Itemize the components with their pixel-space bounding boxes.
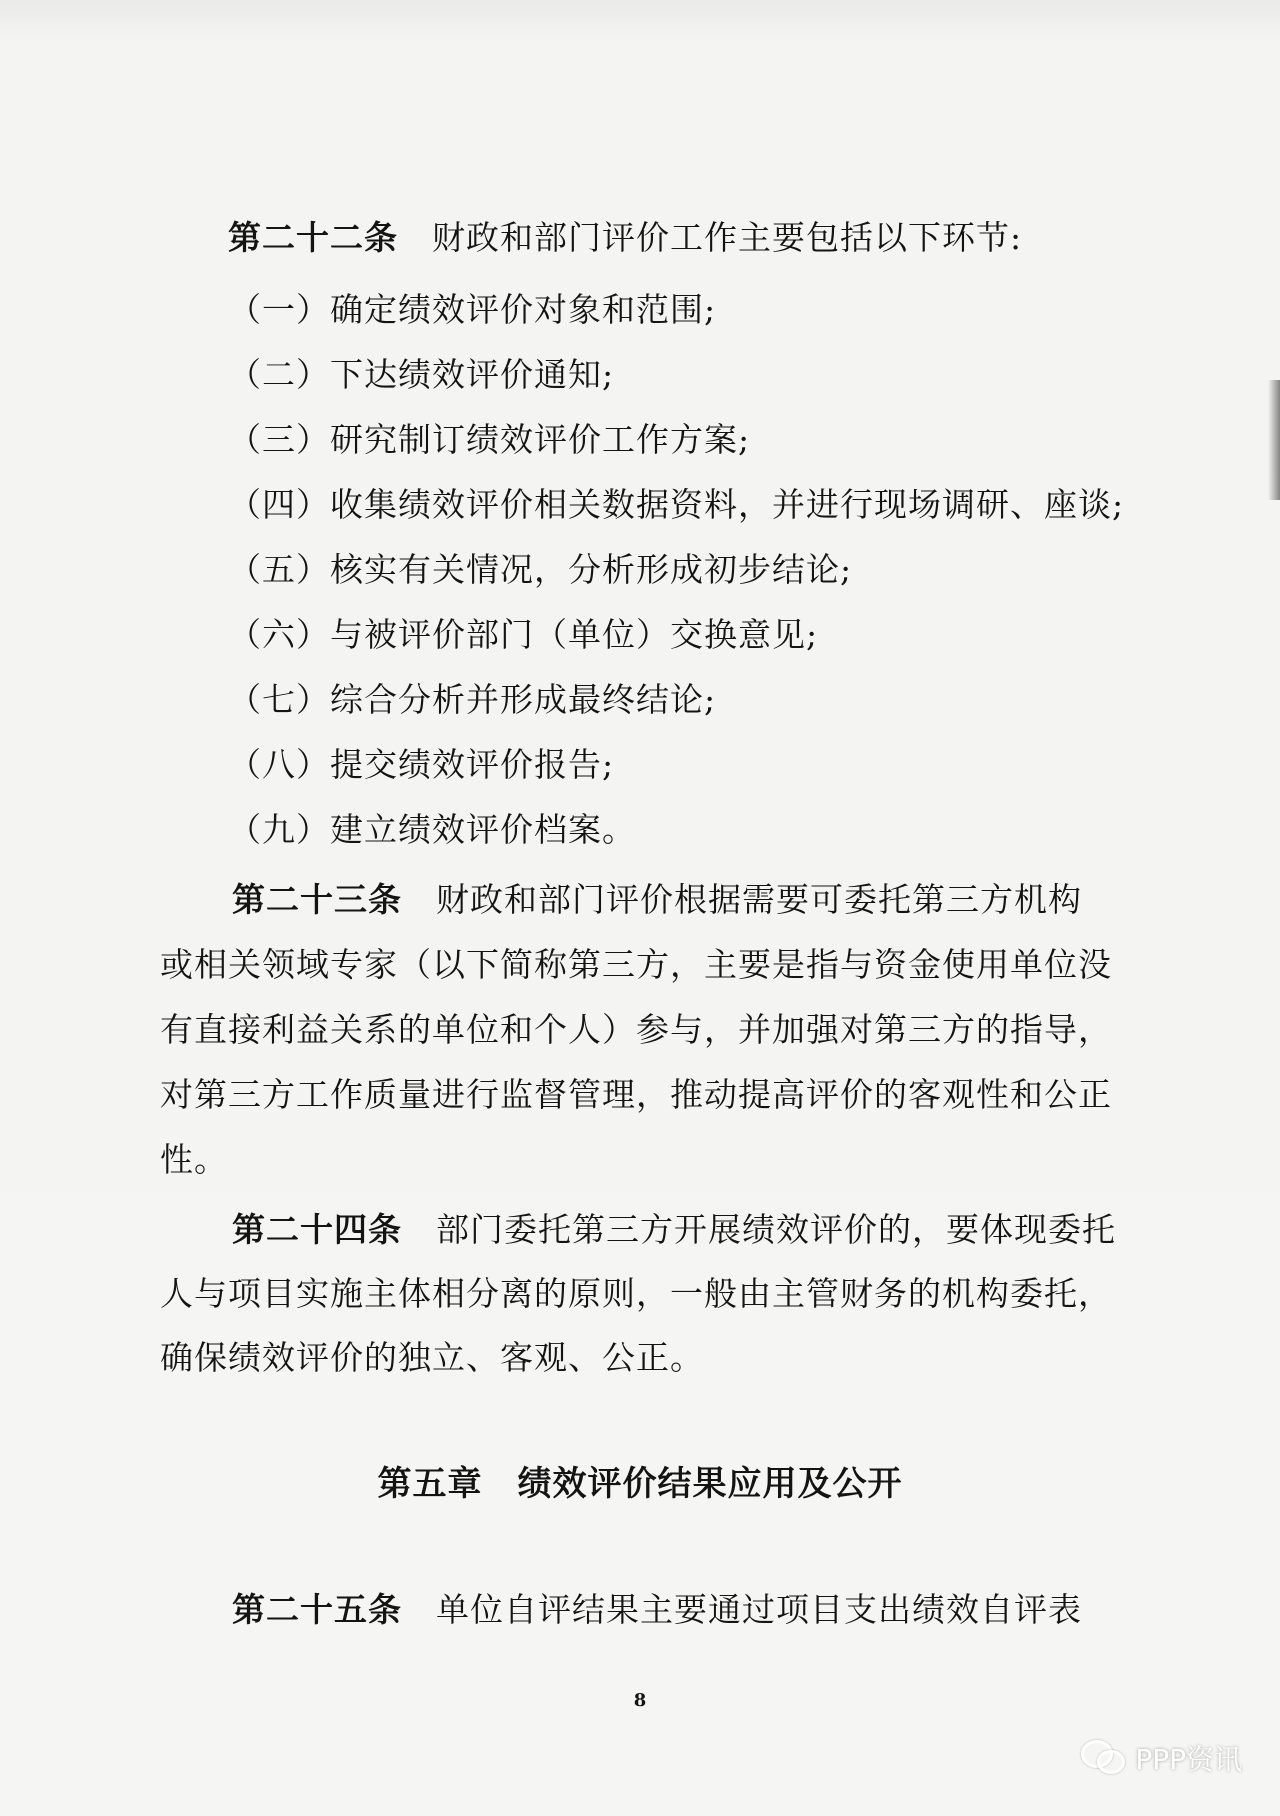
article-23-text: 财政和部门评价根据需要可委托第三方机构 — [436, 880, 1082, 919]
article-22-text: 财政和部门评价工作主要包括以下环节: — [432, 218, 1023, 257]
article-22-title: 第二十二条 — [228, 218, 398, 257]
article-23-line-4: 对第三方工作质量进行监督管理，推动提高评价的客观性和公正 — [160, 1075, 1112, 1114]
list-item-5: （五）核实有关情况，分析形成初步结论; — [228, 550, 853, 589]
list-item-9: （九）建立绩效评价档案。 — [228, 810, 636, 849]
article-23-line — [232, 880, 1082, 920]
list-item-8: （八）提交绩效评价报告; — [228, 745, 615, 784]
list-item-1: （一）确定绩效评价对象和范围; — [228, 290, 717, 329]
article-24-line-2: 人与项目实施主体相分离的原则，一般由主管财务的机构委托， — [160, 1274, 1112, 1313]
article-22-line — [228, 218, 1022, 258]
page-number: 8 — [633, 1690, 647, 1711]
watermark-text: PPP资讯 — [1135, 1743, 1242, 1776]
chapter-heading: 第五章 绩效评价结果应用及公开 — [377, 1464, 903, 1504]
article-24-line-3: 确保绩效评价的独立、客观、公正。 — [160, 1338, 704, 1377]
article-24-text: 部门委托第三方开展绩效评价的，要体现委托 — [436, 1210, 1116, 1249]
article-23-title: 第二十三条 — [232, 880, 402, 919]
wechat-icon — [1081, 1740, 1125, 1776]
article-24-title: 第二十四条 — [232, 1210, 402, 1249]
scan-edge-shadow — [1268, 380, 1280, 500]
article-23-line-3: 有直接利益关系的单位和个人）参与，并加强对第三方的指导， — [160, 1010, 1112, 1049]
article-23-line-5: 性。 — [160, 1140, 228, 1179]
list-item-6: （六）与被评价部门（单位）交换意见; — [228, 615, 819, 654]
article-23-line-2: 或相关领域专家（以下简称第三方，主要是指与资金使用单位没 — [160, 945, 1112, 984]
list-item-4: （四）收集绩效评价相关数据资料，并进行现场调研、座谈; — [228, 485, 1125, 524]
watermark — [1081, 1738, 1242, 1778]
article-25-title: 第二十五条 — [232, 1590, 402, 1629]
article-25-line — [232, 1590, 1082, 1630]
list-item-2: （二）下达绩效评价通知; — [228, 355, 615, 394]
article-25-text: 单位自评结果主要通过项目支出绩效自评表 — [436, 1590, 1082, 1629]
article-24-line — [232, 1210, 1116, 1250]
list-item-3: （三）研究制订绩效评价工作方案; — [228, 420, 751, 459]
list-item-7: （七）综合分析并形成最终结论; — [228, 680, 717, 719]
